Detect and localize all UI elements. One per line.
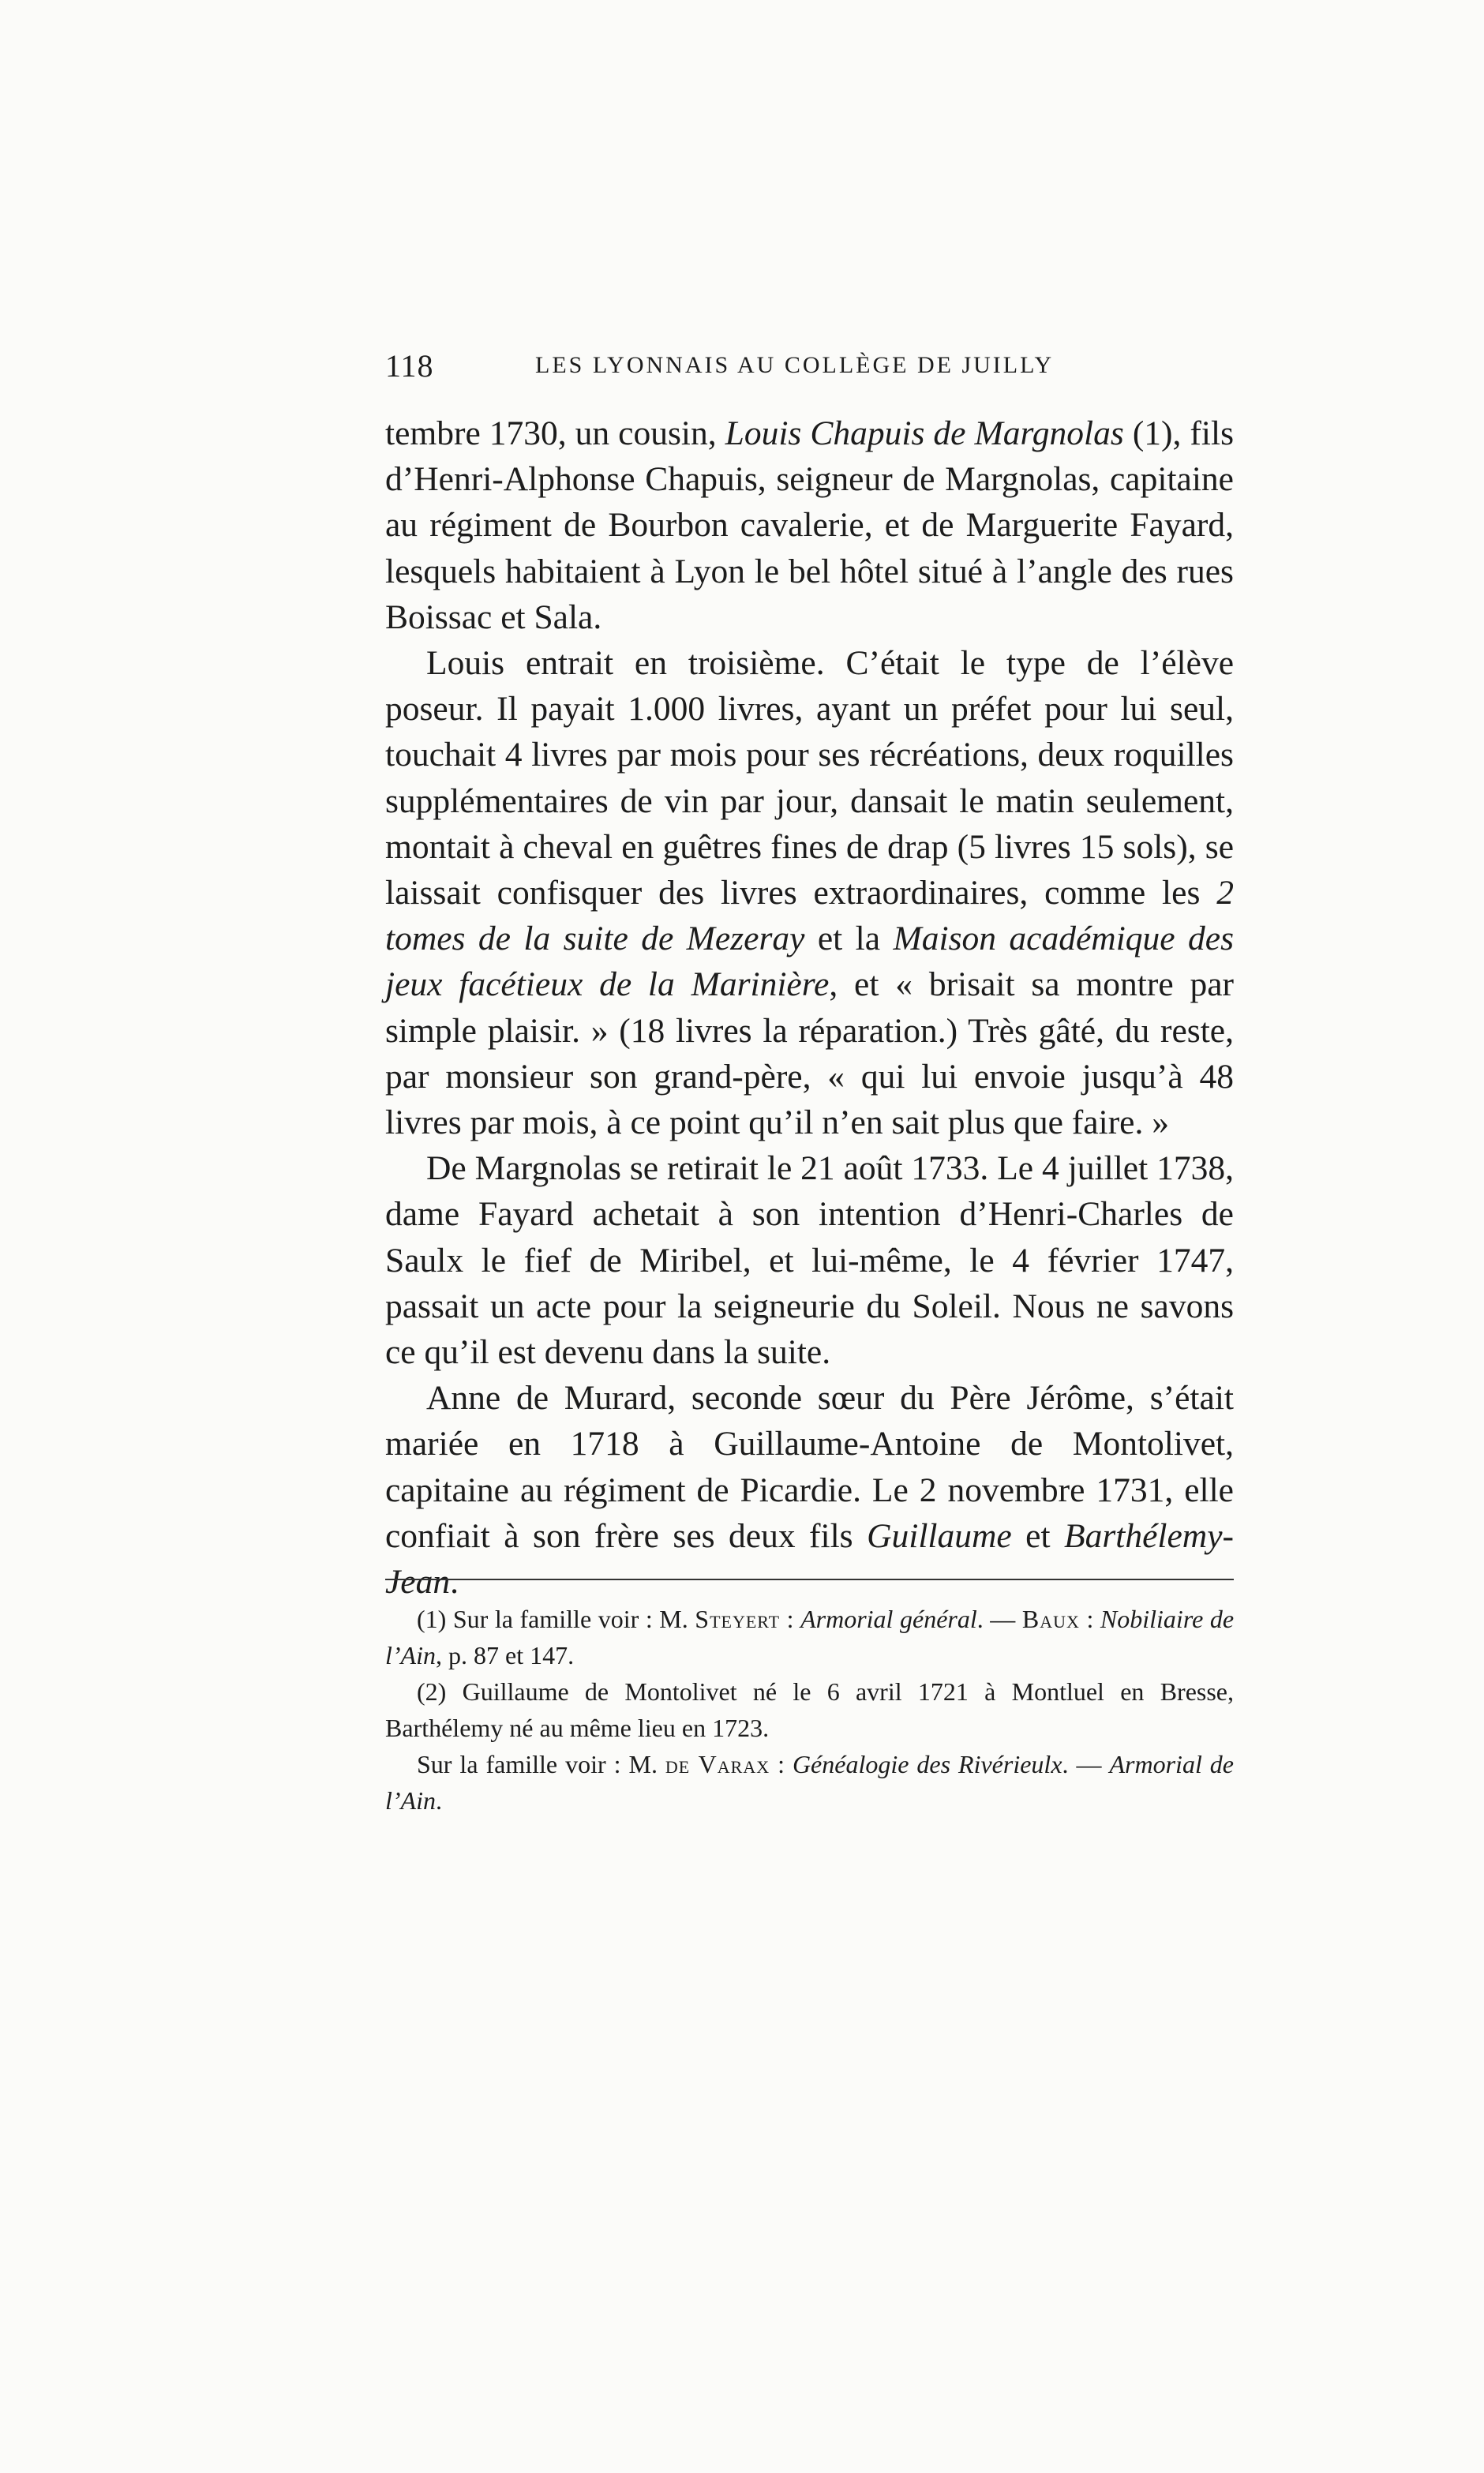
footnote-3 bbox=[385, 1746, 1234, 1819]
running-title: LES LYONNAIS AU COLLÈGE DE JUILLY bbox=[535, 352, 1055, 378]
footnote-rule bbox=[385, 1579, 1234, 1580]
text-run: : bbox=[770, 1750, 793, 1778]
italic-name: Louis Chapuis de Margnolas bbox=[725, 414, 1124, 452]
text-run: . bbox=[450, 1563, 459, 1602]
text-run: et bbox=[1011, 1516, 1064, 1555]
text-run: . bbox=[435, 1786, 442, 1815]
text-run: Sur la famille voir : M. bbox=[417, 1750, 665, 1778]
text-run: : bbox=[1079, 1605, 1100, 1633]
text-run: , p. 87 et 147. bbox=[435, 1641, 575, 1669]
paragraph-2 bbox=[385, 640, 1234, 1145]
running-head bbox=[385, 347, 1238, 395]
text-run: Anne de Murard, seconde sœur du Père Jérôme, s’était mariée en 1718 à Guillaume-Antoine de Montolivet, capitaine au régiment de Picardie. Le 2 novembre 1731, elle confiait à son frère ses deux fils bbox=[385, 1379, 1234, 1555]
italic-title: Armorial général bbox=[800, 1605, 977, 1633]
paragraph-3: De Margnolas se retirait le 21 août 1733. Le 4 juillet 1738, dame Fayard achetait à son intention d’Henri-Charles de Saulx le fief de Miribel, et lui-même, le 4 février 1747, passait un acte pour la seigneurie du Soleil. Nous ne savons ce qu’il est devenu dans la suite. bbox=[385, 1149, 1234, 1372]
page-number: 118 bbox=[385, 348, 434, 384]
footnote-1 bbox=[385, 1601, 1234, 1673]
italic-title: Généalogie des Rivérieulx bbox=[792, 1750, 1062, 1778]
text-run: (1) Sur la famille voir : M. bbox=[417, 1605, 695, 1633]
italic-title: Maison académique des jeux facétieux de la Marinière bbox=[385, 920, 1234, 1004]
footnote-2: (2) Guillaume de Montolivet né le 6 avril 1721 à Montluel en Bresse, Barthélemy né au même lieu en 1723. bbox=[385, 1677, 1234, 1742]
text-run: : bbox=[780, 1605, 801, 1633]
text-run: , et « brisait sa montre par simple plaisir. » (18 livres la réparation.) Très gâté, du reste, par monsieur son grand-père, « qui lui envoie jusqu’à 48 livres par mois, à ce point qu’il n’en sait plus que faire. » bbox=[385, 965, 1234, 1142]
footnotes bbox=[385, 1601, 1234, 1819]
author-name: Baux bbox=[1021, 1605, 1080, 1633]
text-run: tembre 1730, un cousin, bbox=[385, 414, 725, 452]
italic-name: Guillaume bbox=[867, 1516, 1012, 1555]
italic-title: 2 tomes de la suite de Mezeray bbox=[385, 874, 1234, 958]
italic-title: Armorial de l’Ain bbox=[385, 1750, 1235, 1815]
text-run: et la bbox=[804, 920, 894, 958]
author-name: de Varax bbox=[665, 1750, 770, 1778]
text-run: . — bbox=[976, 1605, 1022, 1633]
author-name: Steyert bbox=[695, 1605, 781, 1633]
italic-title: Nobiliaire de l’Ain bbox=[385, 1605, 1235, 1669]
paragraph-4 bbox=[385, 1375, 1234, 1605]
text-run: Louis entrait en troisième. C’était le type de l’élève poseur. Il payait 1.000 livres, ayant un préfet pour lui seul, touchait 4 livres par mois pour ses récréations, deux roquilles supplémentaires de vin par jour, dansait le matin seulement, montait à cheval en guêtres fines de drap (5 livres 15 sols), se laissait confisquer des livres extraordinaires, comme les bbox=[385, 644, 1234, 912]
text-run: . — bbox=[1062, 1750, 1110, 1778]
paragraph-1 bbox=[385, 410, 1234, 640]
main-text bbox=[385, 410, 1234, 1605]
text-run: (1), fils d’Henri-Alphonse Chapuis, seigneur de Margnolas, capitaine au régiment de Bourbon cavalerie, et de Marguerite Fayard, lesquels habitaient à Lyon le bel hôtel situé à l’angle des rues Boissac et Sala. bbox=[385, 414, 1235, 636]
italic-name: Barthélemy-Jean bbox=[385, 1516, 1234, 1602]
